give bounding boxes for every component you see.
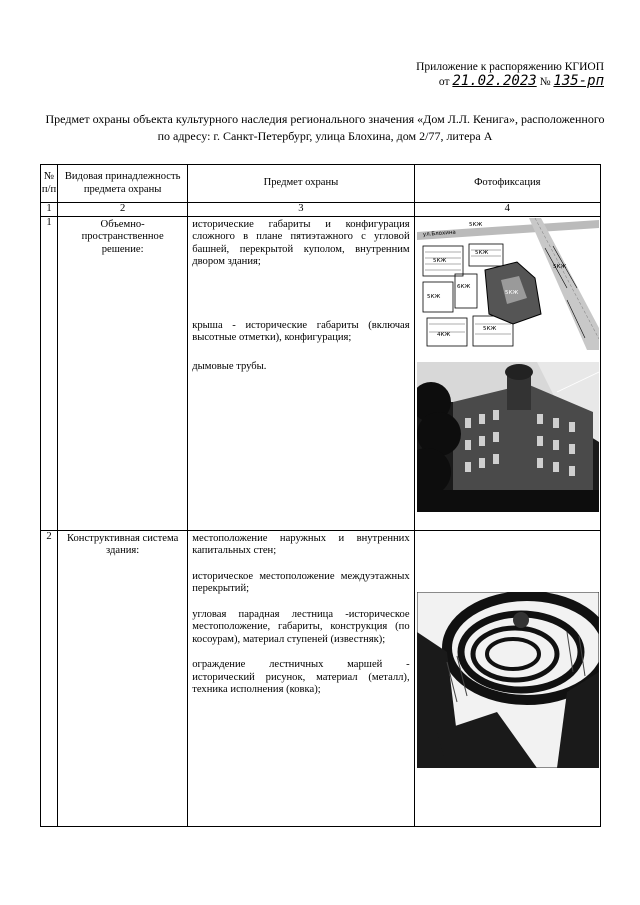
- subject-item: местоположение наружных и внутренних капитальных стен;: [192, 532, 410, 556]
- document-title: Предмет охраны объекта культурного наследия регионального значения «Дом Л.Л. Кенига», расположенного по адресу: г. Санкт-Петербург, улица Блохина, дом 2/77, литера А: [45, 112, 605, 143]
- appendix-date-line: от 21.02.2023 № 135-рп: [438, 73, 604, 89]
- row-type: Объемно-пространственное решение:: [58, 216, 188, 530]
- row-subject: [188, 216, 414, 530]
- header-type: Видовая принадлежность предмета охраны: [58, 165, 188, 203]
- protection-table: [40, 164, 601, 827]
- row-subject: [188, 530, 414, 826]
- appendix-header: [416, 60, 604, 89]
- header-photo: Фотофиксация: [414, 165, 600, 203]
- header-subject: Предмет охраны: [188, 165, 414, 203]
- row-photo: [414, 216, 600, 530]
- subject-item: угловая парадная лестница -историческое местоположение, габариты, конструкция (по косоурам), материал ступеней (известняк);: [192, 608, 410, 645]
- table-header-row: [41, 165, 601, 203]
- row-photo: [414, 530, 600, 826]
- subject-item: историческое местоположение междуэтажных перекрытий;: [192, 570, 410, 594]
- staircase-photo: [417, 592, 599, 768]
- svg-text:5КЖ: 5КЖ: [432, 257, 446, 264]
- site-map-image: [417, 218, 599, 350]
- column-index-row: 1 2 3 4: [41, 203, 601, 217]
- subject-item: крыша - исторические габариты (включая высотные отметки), конфигурация;: [192, 319, 410, 343]
- svg-text:5КЖ: 5КЖ: [504, 289, 518, 296]
- table-row: [41, 216, 601, 530]
- svg-text:5КЖ: 5КЖ: [482, 325, 496, 332]
- appendix-line: Приложение к распоряжению КГИОП: [416, 61, 604, 73]
- svg-text:6КЖ: 6КЖ: [456, 283, 470, 290]
- subject-item: ограждение лестничных маршей - исторический рисунок, материал (металл), техника исполнения (ковка);: [192, 659, 410, 695]
- row-number: 1: [41, 216, 58, 530]
- subject-item: дымовые трубы.: [192, 360, 267, 372]
- svg-text:5КЖ: 5КЖ: [468, 221, 482, 228]
- subject-item: исторические габариты и конфигурация сложного в плане пятиэтажного с угловой башней, перекрытой куполом, внутренним двором здания;: [192, 218, 410, 267]
- building-photo: [417, 362, 599, 512]
- svg-text:5КЖ: 5КЖ: [426, 293, 440, 300]
- svg-text:4КЖ: 4КЖ: [436, 331, 450, 338]
- row-type: Конструктивная система здания:: [58, 530, 188, 826]
- row-number: 2: [41, 530, 58, 826]
- svg-text:5КЖ: 5КЖ: [552, 263, 566, 270]
- table-row: [41, 530, 601, 826]
- order-date: 21.02.2023: [452, 73, 537, 89]
- map-street-label: ул.Блохина: [422, 229, 456, 238]
- svg-text:5КЖ: 5КЖ: [474, 249, 488, 256]
- order-number: 135-рп: [553, 73, 604, 89]
- header-num: № п/п: [41, 165, 58, 203]
